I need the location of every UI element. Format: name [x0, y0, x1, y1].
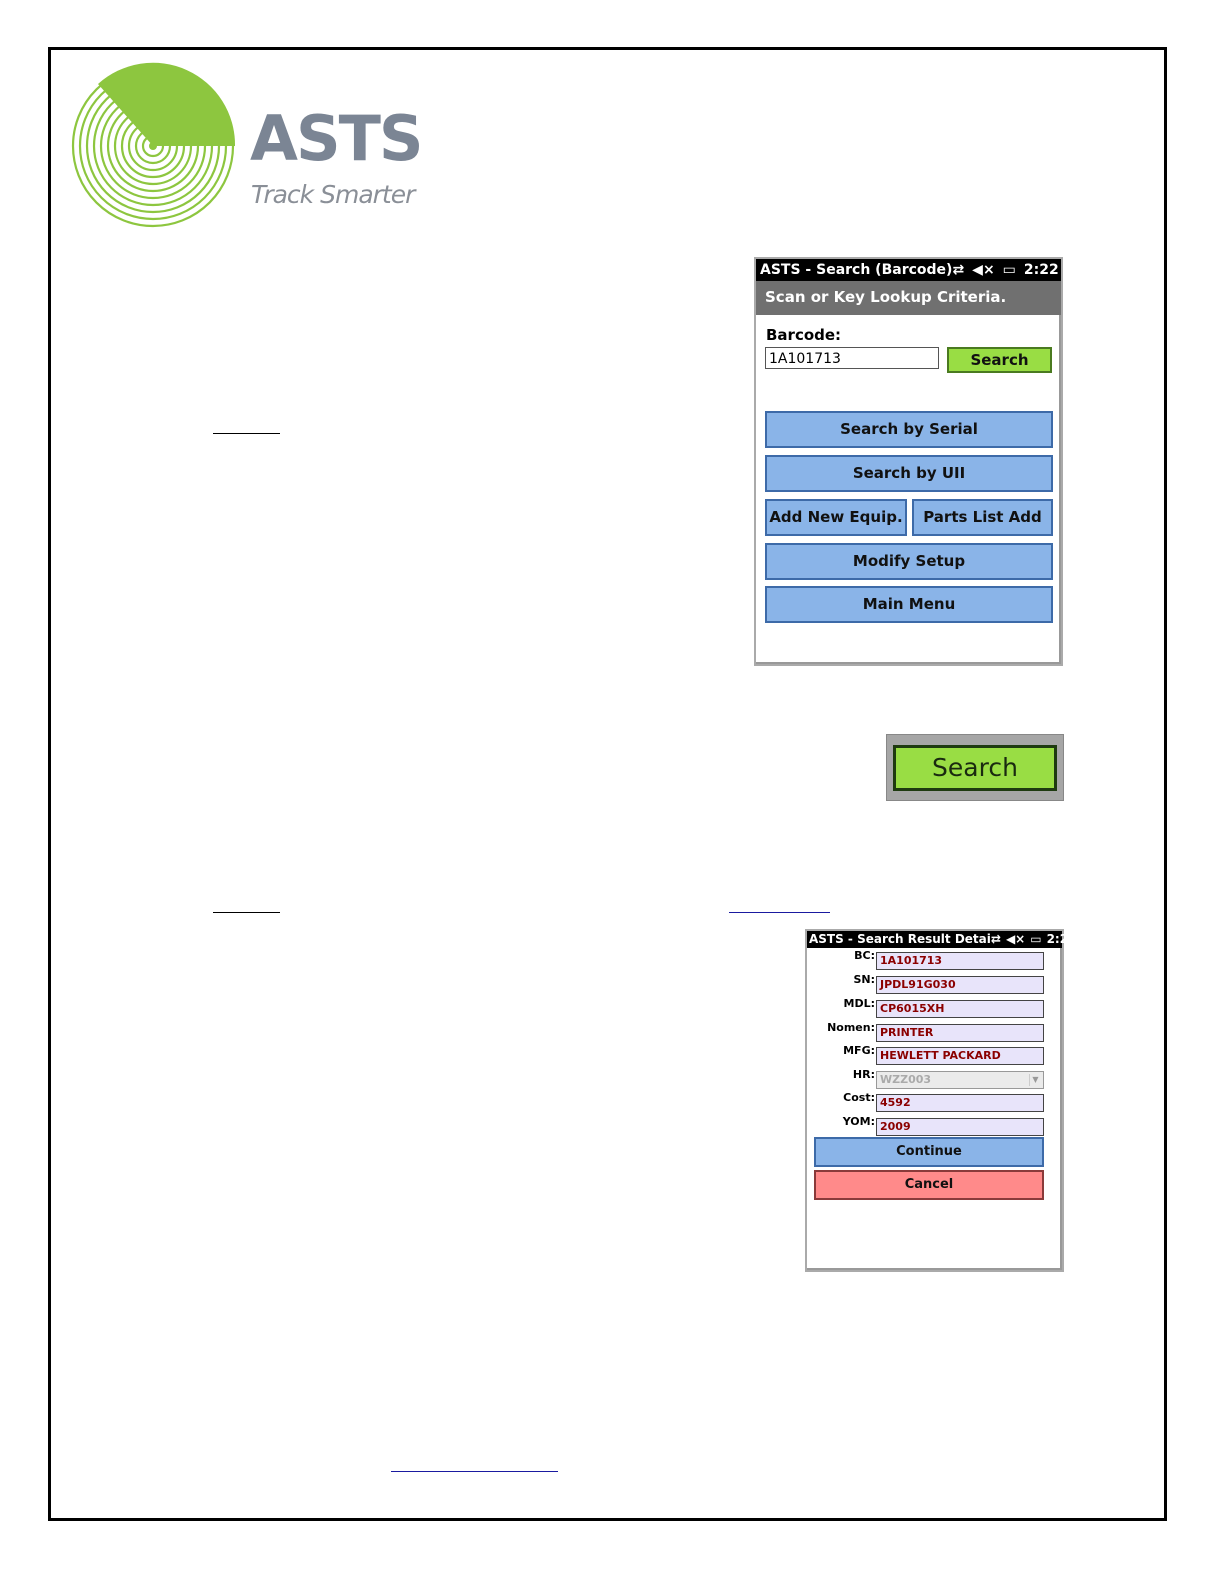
field-row-mdl: [807, 997, 1062, 1017]
field-label: MFG:: [843, 1044, 875, 1057]
search-button-zoom-label[interactable]: Search: [893, 745, 1057, 791]
barcode-label: Barcode:: [766, 326, 842, 344]
status-title: ASTS - Search (Barcode): [760, 262, 953, 278]
cost-field[interactable]: 4592: [876, 1094, 1044, 1112]
status-bar: [807, 931, 1077, 948]
search-by-uii-button[interactable]: Search by UII: [765, 455, 1053, 492]
underline-rule: [213, 912, 280, 913]
field-row-hr: [807, 1068, 1062, 1088]
sync-icon: ⇄: [952, 262, 965, 278]
nomen-field[interactable]: PRINTER: [876, 1024, 1044, 1042]
field-label: Nomen:: [827, 1021, 875, 1034]
modify-setup-button[interactable]: Modify Setup: [765, 543, 1053, 580]
barcode-input[interactable]: 1A101713: [765, 347, 939, 369]
sync-icon: ⇄: [990, 932, 1001, 946]
hr-select: [876, 1071, 1044, 1089]
chevron-down-icon: ▼: [1029, 1074, 1041, 1086]
search-by-serial-button[interactable]: Search by Serial: [765, 411, 1053, 448]
mfg-field[interactable]: HEWLETT PACKARD: [876, 1047, 1044, 1065]
field-row-sn: [807, 973, 1062, 993]
logo-wordmark: ASTS: [250, 102, 422, 175]
screen-header: Scan or Key Lookup Criteria.: [756, 281, 1061, 315]
field-row-yom: [807, 1115, 1062, 1135]
parts-list-add-button[interactable]: Parts List Add: [912, 499, 1053, 536]
field-label: Cost:: [843, 1091, 875, 1104]
add-new-equip-button[interactable]: Add New Equip.: [765, 499, 907, 536]
battery-icon: ▭: [1002, 262, 1016, 278]
field-label: YOM:: [842, 1115, 875, 1128]
battery-icon: ▭: [1030, 932, 1042, 946]
status-title: ASTS - Search Result Detai: [809, 932, 991, 946]
field-label: SN:: [853, 973, 875, 986]
link-underline[interactable]: [729, 912, 830, 913]
field-row-bc: [807, 949, 1062, 969]
field-label: BC:: [854, 949, 875, 962]
speaker-muted-icon: ◀×: [972, 262, 995, 278]
continue-button[interactable]: Continue: [814, 1137, 1044, 1167]
search-button-zoom: [886, 734, 1064, 801]
search-result-detail-screen: [805, 929, 1077, 1272]
speaker-muted-icon: ◀×: [1005, 932, 1026, 946]
underline-rule: [213, 433, 280, 434]
status-time: 2:24: [1046, 932, 1077, 946]
status-bar: [756, 259, 1061, 281]
yom-field[interactable]: 2009: [876, 1118, 1044, 1136]
hr-select-value: WZZ003: [880, 1073, 932, 1086]
field-row-nomen: [807, 1021, 1062, 1041]
logo-tagline: Track Smarter: [251, 180, 415, 209]
field-label: HR:: [852, 1068, 875, 1081]
search-barcode-screen: [754, 257, 1063, 666]
sn-field[interactable]: JPDL91G030: [876, 976, 1044, 994]
cancel-button[interactable]: Cancel: [814, 1170, 1044, 1200]
bc-field[interactable]: 1A101713: [876, 952, 1044, 970]
field-row-mfg: [807, 1044, 1062, 1064]
field-label: MDL:: [843, 997, 875, 1010]
link-underline[interactable]: [391, 1471, 558, 1472]
field-row-cost: [807, 1091, 1062, 1111]
main-menu-button[interactable]: Main Menu: [765, 586, 1053, 623]
status-time: 2:22: [1023, 262, 1059, 278]
search-button[interactable]: Search: [947, 347, 1052, 373]
mdl-field[interactable]: CP6015XH: [876, 1000, 1044, 1018]
